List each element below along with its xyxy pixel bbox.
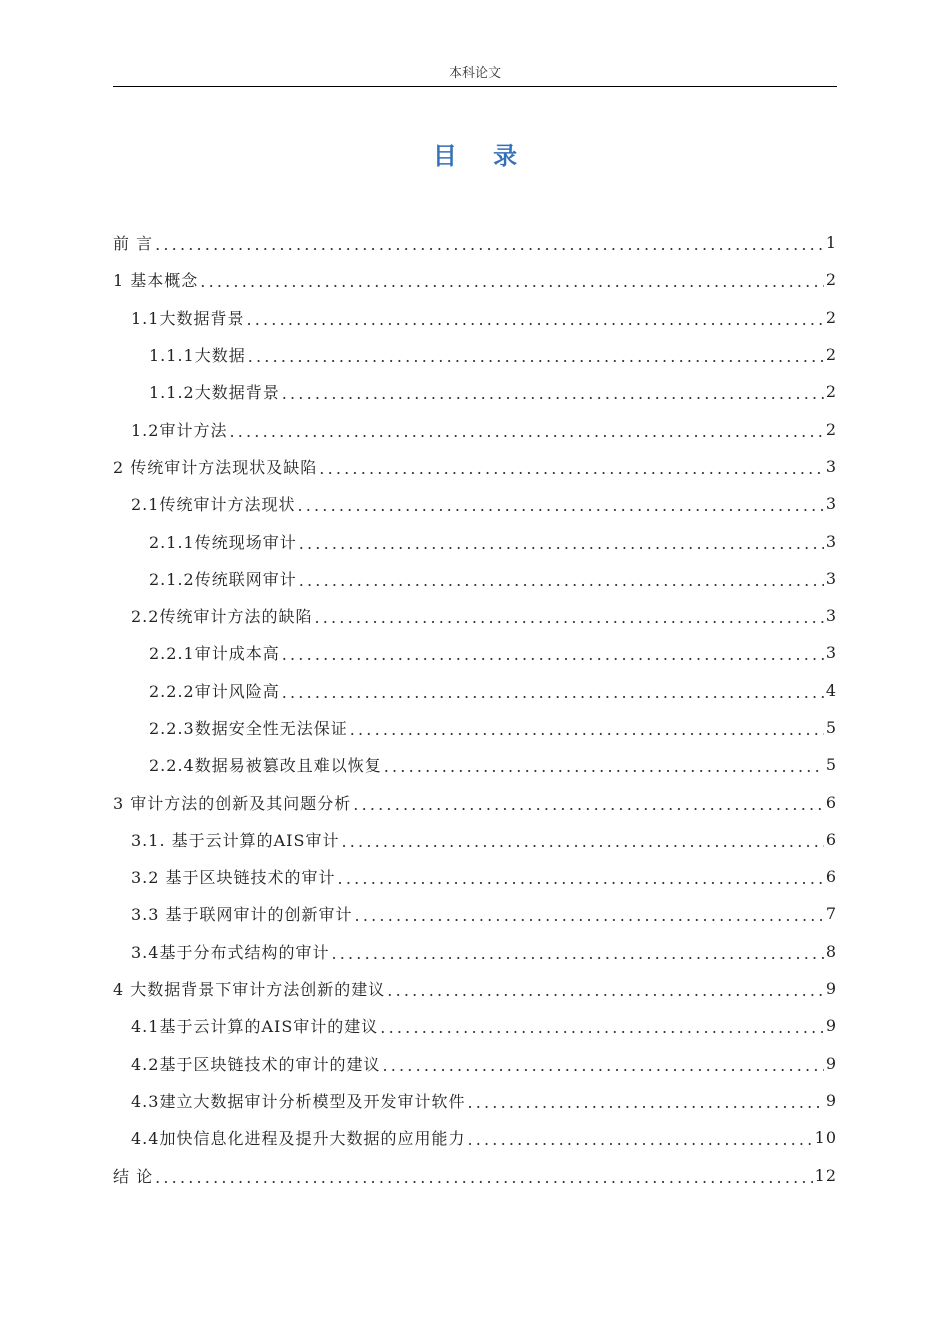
toc-entry[interactable]: [113, 1045, 837, 1082]
toc-entry-label: 4 大数据背景下审计方法创新的建议: [113, 980, 386, 1000]
toc-entry-page-number: 8: [825, 941, 837, 961]
toc-entry-label: 4.3建立大数据审计分析模型及开发审计软件: [131, 1091, 466, 1111]
toc-entry-label: 2.1.1传统现场审计: [149, 532, 297, 552]
toc-entry[interactable]: [113, 746, 837, 783]
toc-entry-page-number: 9: [825, 979, 837, 999]
toc-entry[interactable]: [113, 672, 837, 709]
toc-entry-label: 2.1传统审计方法现状: [131, 495, 296, 515]
toc-entry[interactable]: [113, 858, 837, 895]
toc-entry-page-number: 4: [825, 680, 837, 700]
toc-entry-page-number: 6: [825, 829, 837, 849]
header-title: 本科论文: [448, 66, 501, 81]
toc-entry[interactable]: [113, 1119, 837, 1156]
toc-leader-dots: [282, 384, 824, 403]
toc-entry[interactable]: [113, 336, 837, 373]
toc-leader-dots: [467, 1093, 823, 1112]
page-header: [113, 64, 837, 87]
toc-entry-label: 2 传统审计方法现状及缺陷: [113, 457, 318, 477]
toc-leader-dots: [200, 272, 824, 291]
toc-entry[interactable]: [113, 522, 837, 559]
toc-entry-label: 1.1大数据背景: [131, 308, 245, 328]
toc-entry-page-number: 6: [825, 867, 837, 887]
toc-entry[interactable]: [113, 1156, 837, 1193]
toc-entry-label: 3 审计方法的创新及其问题分析: [113, 793, 352, 813]
toc-entry-label: 3.2 基于区块链技术的审计: [131, 868, 336, 888]
toc-entry-page-number: 3: [825, 494, 837, 514]
toc-leader-dots: [338, 869, 824, 888]
toc-entry-label: 3.3 基于联网审计的创新审计: [131, 905, 353, 925]
toc-leader-dots: [155, 235, 824, 254]
toc-entry-page-number: 6: [825, 792, 837, 812]
toc-entry[interactable]: [113, 224, 837, 261]
toc-entry[interactable]: [113, 299, 837, 336]
toc-entry-page-number: 2: [825, 307, 837, 327]
toc-entry[interactable]: [113, 933, 837, 970]
toc-leader-dots: [299, 534, 824, 553]
table-of-contents: [113, 224, 837, 1194]
toc-leader-dots: [467, 1130, 812, 1149]
toc-entry[interactable]: [113, 970, 837, 1007]
toc-entry-label: 1.1.2大数据背景: [149, 383, 280, 403]
toc-leader-dots: [246, 310, 823, 329]
toc-leader-dots: [229, 422, 823, 441]
toc-entry-label: 1.2审计方法: [131, 420, 228, 440]
toc-entry-label: 1.1.1大数据: [149, 346, 246, 366]
toc-entry-label: 2.2传统审计方法的缺陷: [131, 607, 313, 627]
toc-entry-page-number: 3: [825, 643, 837, 663]
toc-entry-page-number: 1: [825, 233, 837, 253]
toc-entry-page-number: 3: [825, 568, 837, 588]
toc-entry[interactable]: [113, 783, 837, 820]
toc-entry-label: 2.2.3数据安全性无法保证: [149, 719, 348, 738]
toc-leader-dots: [155, 1168, 813, 1187]
toc-leader-dots: [382, 1056, 823, 1075]
toc-leader-dots: [387, 981, 824, 1000]
toc-entry[interactable]: [113, 1082, 837, 1119]
toc-entry-page-number: 3: [825, 456, 837, 476]
toc-entry[interactable]: [113, 373, 837, 410]
toc-entry-label: 4.4加快信息化进程及提升大数据的应用能力: [131, 1129, 466, 1149]
toc-entry[interactable]: [113, 410, 837, 447]
toc-entry-page-number: 12: [814, 1165, 837, 1185]
toc-entry-page-number: 9: [825, 1016, 837, 1036]
toc-entry[interactable]: [113, 821, 837, 858]
toc-entry[interactable]: [113, 485, 837, 522]
toc-entry-page-number: 3: [825, 606, 837, 626]
toc-entry-label: 4.1基于云计算的AIS审计的建议: [131, 1017, 379, 1037]
toc-leader-dots: [341, 832, 823, 851]
toc-leader-dots: [297, 496, 823, 515]
toc-entry[interactable]: [113, 1007, 837, 1044]
toc-entry-label: 2.2.2审计风险高: [149, 681, 280, 701]
toc-entry-label: 2.1.2传统联网审计: [149, 569, 297, 589]
toc-leader-dots: [282, 645, 824, 664]
toc-entry-label: 2.2.1审计成本高: [149, 644, 280, 664]
toc-entry[interactable]: [113, 634, 837, 671]
toc-entry[interactable]: [113, 448, 837, 485]
toc-entry-label: 结 论: [113, 1166, 154, 1186]
toc-entry-page-number: 10: [814, 1128, 837, 1148]
toc-entry-label: 3.1. 基于云计算的AIS审计: [131, 830, 340, 850]
toc-entry-page-number: 9: [825, 1090, 837, 1110]
toc-entry[interactable]: [113, 895, 837, 932]
toc-entry-page-number: 2: [825, 382, 837, 402]
toc-entry-label: 4.2基于区块链技术的审计的建议: [131, 1054, 381, 1074]
toc-entry-page-number: 2: [825, 270, 837, 290]
toc-leader-dots: [353, 795, 824, 814]
toc-entry[interactable]: [113, 709, 837, 746]
toc-entry-label: 3.4基于分布式结构的审计: [131, 942, 330, 962]
toc-entry[interactable]: [113, 597, 837, 634]
toc-entry-label: 2.2.4数据易被篡改且难以恢复: [149, 756, 382, 776]
toc-entry-page-number: 2: [825, 419, 837, 439]
toc-leader-dots: [299, 571, 824, 590]
toc-entry-page-number: 5: [825, 718, 837, 737]
toc-leader-dots: [355, 906, 824, 925]
toc-entry-page-number: 7: [825, 904, 837, 924]
toc-entry[interactable]: [113, 261, 837, 298]
toc-entry-page-number: 9: [825, 1053, 837, 1073]
toc-entry-page-number: 2: [825, 345, 837, 365]
toc-entry-label: 1 基本概念: [113, 271, 199, 291]
toc-leader-dots: [380, 1018, 824, 1037]
toc-entry-page-number: 5: [825, 755, 837, 775]
toc-entry-label: 前 言: [113, 234, 154, 254]
toc-entry-page-number: 3: [825, 531, 837, 551]
toc-leader-dots: [248, 347, 824, 366]
toc-leader-dots: [384, 757, 824, 776]
toc-leader-dots: [331, 944, 823, 963]
toc-leader-dots: [314, 608, 823, 627]
toc-entry[interactable]: [113, 560, 837, 597]
toc-leader-dots: [350, 720, 824, 739]
toc-heading: 目 录: [432, 142, 532, 170]
toc-leader-dots: [282, 683, 824, 702]
toc-leader-dots: [319, 459, 824, 478]
